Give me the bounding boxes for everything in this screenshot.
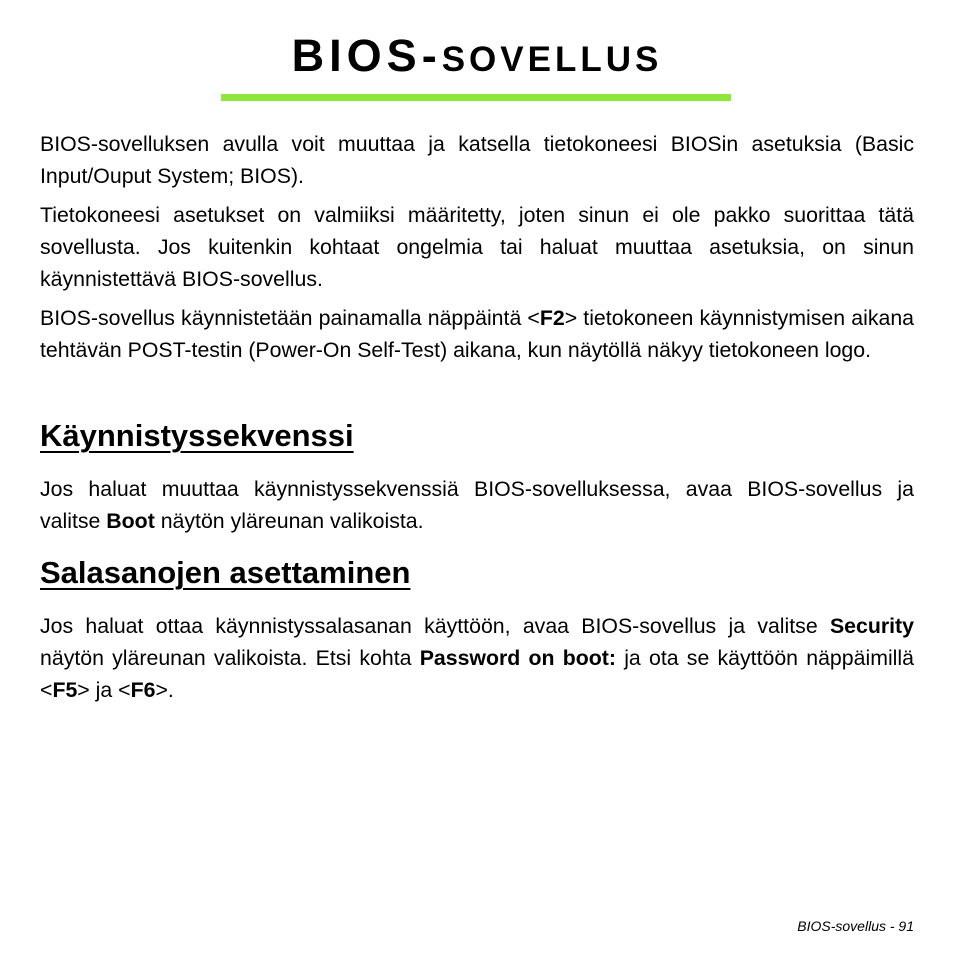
intro-paragraph-3	[40, 302, 914, 366]
title-accent-bar	[221, 94, 731, 101]
key-f5: F5	[52, 678, 78, 702]
boot-text-after: näytön yläreunan valikoista.	[154, 509, 424, 533]
password-text-end: >.	[155, 678, 174, 702]
passwords-paragraph	[40, 610, 914, 706]
page-footer: BIOS-sovellus - 91	[797, 918, 914, 934]
password-on-boot-option: Password on boot:	[419, 646, 616, 670]
heading-passwords: Salasanojen asettaminen	[40, 555, 411, 590]
intro-p3-text-before: BIOS-sovellus käynnistetään painamalla näppäintä <	[40, 306, 540, 330]
boot-text-before: Jos haluat muuttaa käynnistyssekvenssiä BIOS-sovelluksessa, avaa BIOS-sovellus ja valitse	[40, 477, 914, 533]
password-text-before: Jos haluat ottaa käynnistyssalasanan käyttöön, avaa BIOS-sovellus ja valitse	[40, 614, 830, 638]
heading-boot-sequence: Käynnistyssekvenssi	[40, 418, 354, 453]
key-f6: F6	[130, 678, 156, 702]
boot-sequence-paragraph	[40, 473, 914, 537]
intro-paragraph-1: BIOS-sovelluksen avulla voit muuttaa ja katsella tietokoneesi BIOSin asetuksia (Basic Input/Ouput System; BIOS).	[40, 132, 914, 188]
intro-p3-text-after: > tietokoneen käynnistymisen aikana tehtävän POST-testin (Power-On Self-Test) aikana, kun näytöllä näkyy tietokoneen logo.	[40, 306, 915, 362]
security-menu-name: Security	[829, 614, 914, 638]
boot-menu-name: Boot	[106, 509, 155, 533]
page-title	[0, 28, 954, 88]
password-text-between-keys: > ja <	[77, 678, 131, 702]
key-f2: F2	[539, 306, 565, 330]
page-title-small-caps: SOVELLUS	[441, 40, 663, 79]
password-text-middle: näytön yläreunan valikoista. Etsi kohta	[40, 646, 420, 670]
intro-paragraph-2: Tietokoneesi asetukset on valmiiksi määritetty, joten sinun ei ole pakko suorittaa tätä sovellusta. Jos kuitenkin kohtaat ongelmia tai haluat muuttaa asetuksia, on sinun käynnistettävä BIOS-sovellus.	[40, 203, 914, 291]
page-title-main: BIOS-	[291, 30, 442, 81]
password-text-after-option: ja ota se käyttöön näppäimillä <	[40, 646, 914, 702]
